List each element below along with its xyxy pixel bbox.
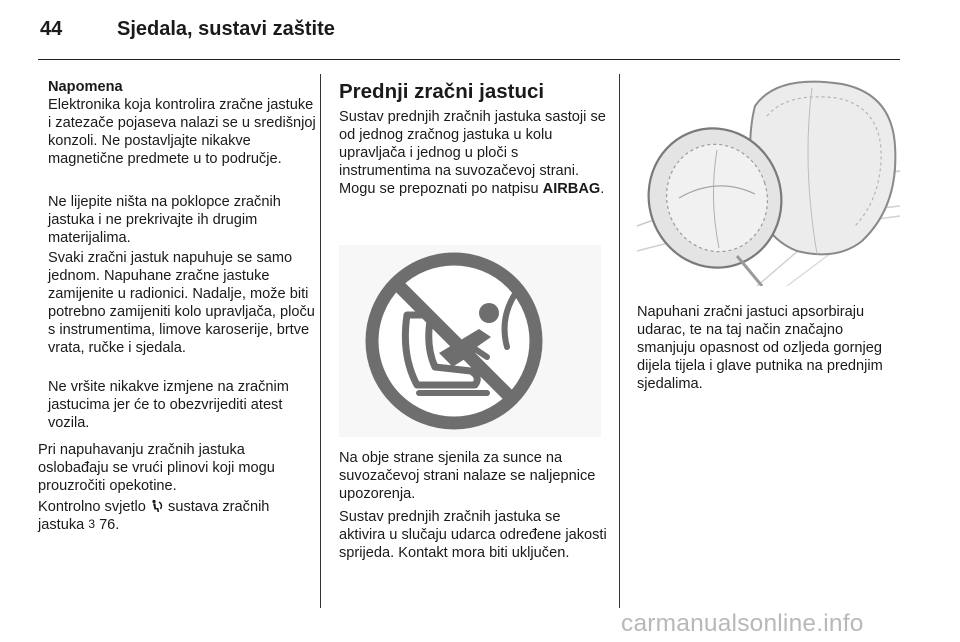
header-rule [38, 59, 900, 60]
page-reference-number[interactable]: 76. [99, 517, 120, 533]
paragraph-intro [339, 108, 609, 198]
intro-end: . [600, 181, 605, 197]
inflated-airbags-illustration [637, 76, 900, 286]
paragraph-activation: Sustav prednjih zračnih jastuka se aktivira u slučaju udarca određene jakosti sprijeda. Kontakt mora biti uključen. [339, 509, 607, 561]
airbag-warning-icon [150, 499, 164, 513]
note-heading: Napomena [48, 79, 123, 95]
paragraph-warning-light [38, 498, 314, 534]
paragraph-airbag-caption: Napuhani zračni jastuci apsorbiraju udarac, te na taj način značajno smanjuju opasnost od ozljeda gornjeg dijela tijela i glave putnika na prednjim sjedalima. [637, 304, 883, 392]
prohibition-sign-figure [339, 245, 601, 437]
intro-text: Sustav prednjih zračnih jastuka sastoji se od jednog zračnog jastuka u kolu upravljača i jednog u ploči s instrumentima na suvozačevoj strani. Mogu se prepoznati po natpisu [339, 109, 606, 197]
column-divider-right [619, 74, 620, 608]
paragraph-sun-visor: Na obje strane sjenila za sunce na suvozačevoj strani nalaze se naljepnice upozorenja. [339, 450, 596, 502]
note-paragraph-single-inflation: Svaki zračni jastuk napuhuje se samo jednom. Napuhane zračne jastuke zamijenite u radionici. Nadalje, može biti potrebno zamijeniti kolo upravljača, ploču s instrumentima, limove karoserije, brtve vrata, ručke i sjedala. [48, 250, 315, 356]
page-number: 44 [40, 18, 63, 40]
inflated-airbags-icon [637, 76, 900, 286]
warning-light-text-after: sustava zračnih jastuka [38, 499, 270, 533]
no-rear-facing-child-seat-icon [339, 245, 601, 437]
intro-emphasis-airbag: AIRBAG [542, 181, 601, 197]
warning-light-text-before: Kontrolno svjetlo [38, 499, 146, 515]
note-paragraph-electronics: Elektronika koja kontrolira zračne jastuke i zatezače pojaseva nalazi se u središnjoj konzoli. Ne postavljajte nikakve magnetične predmete u to područje. [48, 97, 316, 167]
note-paragraph-modifications: Ne vršite nikakve izmjene na zračnim jastucima jer će to obezvrijediti atest vozila. [48, 379, 289, 431]
watermark: carmanualsonline.info [621, 610, 864, 637]
note-paragraph-covers: Ne lijepite ništa na poklopce zračnih jastuka i ne prekrivajte ih drugim materijalima. [48, 194, 281, 246]
chapter-title: Sjedala, sustavi zaštite [117, 18, 335, 40]
paragraph-hot-gases: Pri napuhavanju zračnih jastuka oslobađaju se vrući plinovi koji mogu prouzročiti opekotine. [38, 442, 275, 494]
column-divider-left [320, 74, 321, 608]
page-reference-arrow: 3 [88, 517, 95, 531]
section-heading: Prednji zračni jastuci [339, 80, 545, 103]
